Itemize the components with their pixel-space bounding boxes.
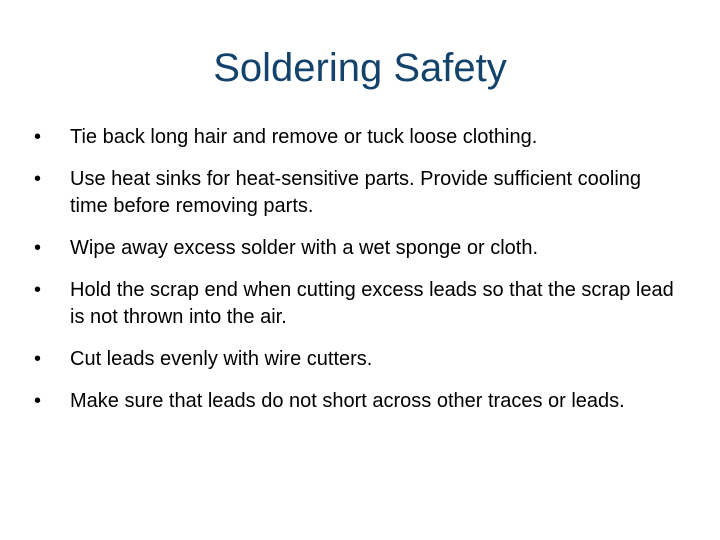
- bullet-item: [34, 124, 684, 151]
- bullet-text: Cut leads evenly with wire cutters.: [70, 348, 373, 370]
- bullet-text: Tie back long hair and remove or tuck loose clothing.: [70, 126, 538, 148]
- bullet-marker: •: [34, 237, 42, 259]
- bullet-marker: •: [34, 168, 42, 190]
- bullet-item: [34, 166, 684, 220]
- slide-title: Soldering Safety: [213, 46, 507, 90]
- bullet-text: Make sure that leads do not short across other traces or leads.: [70, 390, 625, 412]
- bullet-marker: •: [34, 126, 42, 148]
- bullet-text: Use heat sinks for heat-sensitive parts. Provide sufficient cooling time before removing parts.: [70, 168, 642, 217]
- bullet-text: Wipe away excess solder with a wet sponge or cloth.: [70, 237, 538, 259]
- bullet-item: [34, 388, 684, 415]
- bullet-marker: •: [34, 348, 42, 370]
- bullet-text: Hold the scrap end when cutting excess leads so that the scrap lead is not thrown into the air.: [70, 279, 674, 328]
- bullet-list: [34, 124, 684, 430]
- bullet-marker: •: [34, 279, 42, 301]
- bullet-item: [34, 346, 684, 373]
- bullet-marker: •: [34, 390, 42, 412]
- bullet-item: [34, 277, 684, 331]
- bullet-item: [34, 235, 684, 262]
